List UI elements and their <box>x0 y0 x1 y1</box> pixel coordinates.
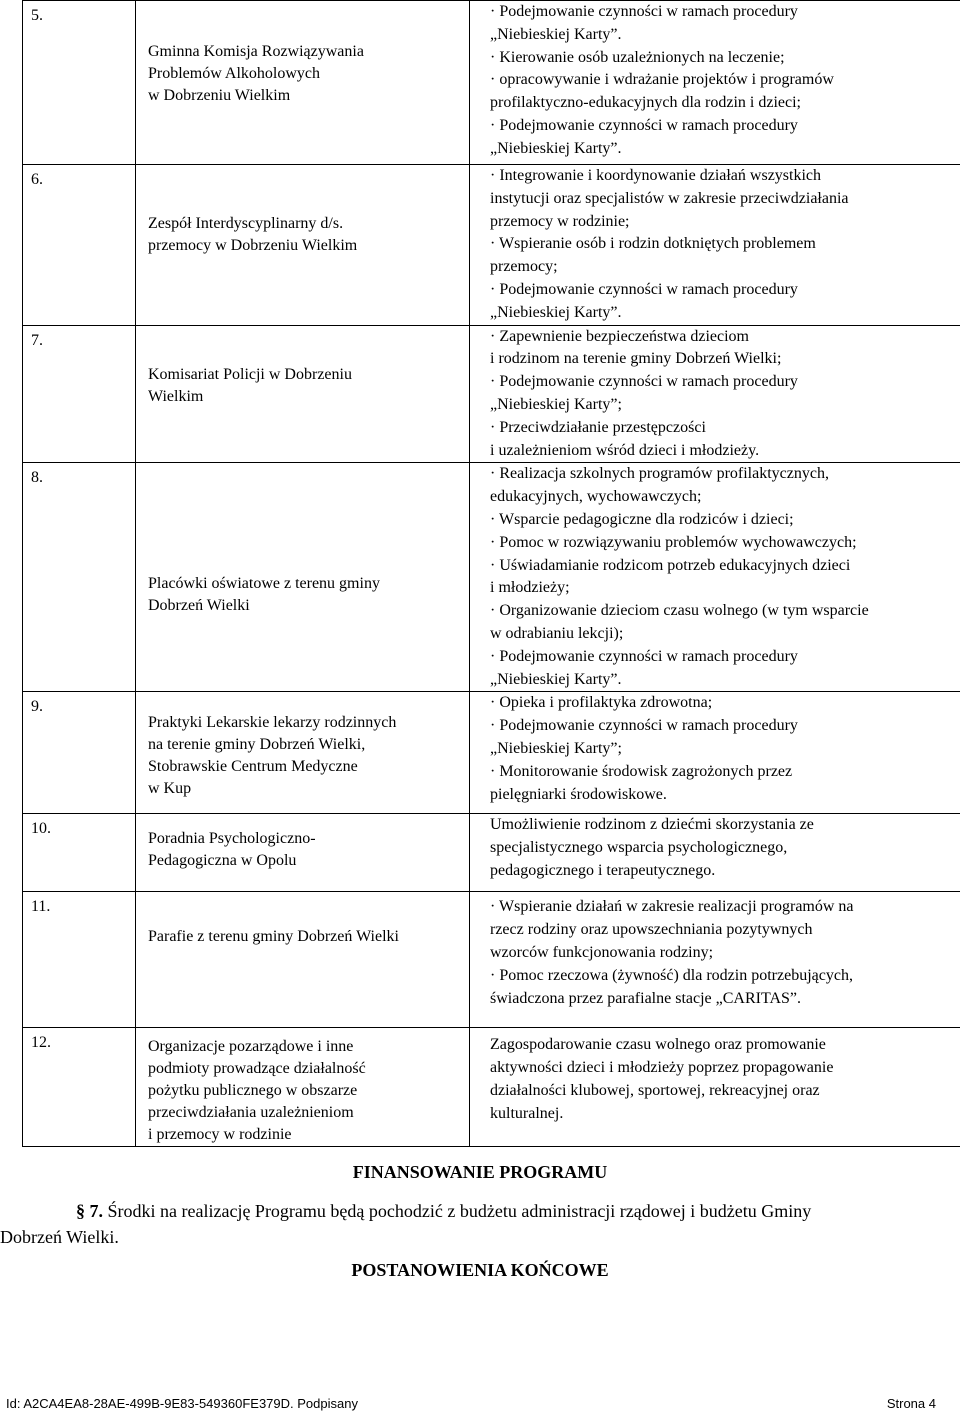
activity-line: „Niebieskiej Karty”. <box>490 670 622 688</box>
activity-line: i młodzieży; <box>490 579 570 597</box>
footer-page-number: Strona 4 <box>886 1396 936 1411</box>
institution-name-line: Dobrzeń Wielki <box>148 597 250 615</box>
row-number: 5. <box>31 7 43 24</box>
activities-cell <box>470 892 960 1028</box>
institution-name-line: podmioty prowadzące działalność <box>148 1060 366 1078</box>
institution-name <box>136 463 469 617</box>
table-row <box>23 1 960 165</box>
activities-cell <box>470 1028 960 1147</box>
activity-line: · Uświadamianie rodzicom potrzeb edukacyjnych dzieci <box>490 556 851 574</box>
activity-line: Umożliwienie rodzinom z dziećmi skorzystania ze <box>490 816 814 834</box>
institution-cell <box>136 692 470 814</box>
activity-line: pedagogicznego i terapeutycznego. <box>490 861 716 879</box>
institution-name <box>136 165 469 257</box>
activities-list <box>470 692 960 806</box>
section-title-final: POSTANOWIENIA KOŃCOWE <box>351 1260 609 1280</box>
table-row <box>23 463 960 692</box>
table-row <box>23 814 960 892</box>
activities-cell <box>470 165 960 326</box>
activity-line: · Podejmowanie czynności w ramach procedury <box>490 717 798 735</box>
footer-document-id: Id: A2CA4EA8-28AE-499B-9E83-549360FE379D. Podpisany <box>6 1396 358 1411</box>
institution-name-line: w Kup <box>148 780 192 798</box>
institution-name-line: Zespół Interdyscyplinarny d/s. <box>148 215 344 232</box>
institution-name-line: przemocy w Dobrzeniu Wielkim <box>148 237 358 254</box>
institution-name-line: Praktyki Lekarskie lekarzy rodzinnych <box>148 714 397 732</box>
activity-line: i rodzinom na terenie gminy Dobrzeń Wielki; <box>490 350 782 368</box>
activity-line: Zagospodarowanie czasu wolnego oraz promowanie <box>490 1036 826 1054</box>
row-number: 6. <box>31 171 43 188</box>
activity-line: · Organizowanie dzieciom czasu wolnego (w tym wsparcie <box>490 602 869 620</box>
institution-cell <box>136 1028 470 1147</box>
activity-line: · Podejmowanie czynności w ramach procedury <box>490 647 798 665</box>
activities-list <box>470 814 960 882</box>
activity-line: świadczona przez parafialne stacje „CARITAS”. <box>490 989 802 1007</box>
institution-cell <box>136 325 470 463</box>
institution-name-line: Parafie z terenu gminy Dobrzeń Wielki <box>148 928 399 946</box>
activities-list <box>470 165 960 325</box>
row-number-cell <box>23 892 136 1028</box>
institution-name <box>136 814 469 872</box>
activity-line: · Podejmowanie czynności w ramach procedury <box>490 116 798 134</box>
paragraph-7-text-line1: Środki na realizację Programu będą pochodzić z budżetu administracji rządowej i budżetu Gminy <box>107 1201 812 1221</box>
activity-line: · Zapewnienie bezpieczeństwa dzieciom <box>490 327 749 345</box>
institution-cell <box>136 1 470 165</box>
institution-name-line: Komisariat Policji w Dobrzeniu <box>148 365 352 383</box>
activities-cell <box>470 463 960 692</box>
paragraph-7-number: § 7. <box>76 1201 103 1221</box>
row-number: 12. <box>31 1034 51 1052</box>
activity-line: „Niebieskiej Karty”; <box>490 395 622 413</box>
institution-name-line: Gminna Komisja Rozwiązywania <box>148 43 364 60</box>
institution-name-line: na terenie gminy Dobrzeń Wielki, <box>148 736 366 754</box>
paragraph-7 <box>0 1198 952 1250</box>
activities-list <box>470 1 960 161</box>
institution-cell <box>136 892 470 1028</box>
activity-line: „Niebieskiej Karty”. <box>490 303 622 321</box>
activity-line: · Podejmowanie czynności w ramach procedury <box>490 3 798 20</box>
activity-line: przemocy w rodzinie; <box>490 212 630 230</box>
institution-name <box>136 692 469 800</box>
activity-line: · Realizacja szkolnych programów profilaktycznych, <box>490 465 829 483</box>
institution-cell <box>136 463 470 692</box>
institution-name-line: Problemów Alkoholowych <box>148 65 320 82</box>
activities-list <box>470 463 960 691</box>
institution-name-line: przeciwdziałania uzależnieniom <box>148 1104 354 1122</box>
institution-name-line: Placówki oświatowe z terenu gminy <box>148 575 380 593</box>
institution-name-line: Poradnia Psychologiczno- <box>148 830 316 848</box>
activity-line: działalności klubowej, sportowej, rekreacyjnej oraz <box>490 1081 820 1099</box>
row-number: 10. <box>31 820 51 838</box>
activity-line: i uzależnieniom wśród dzieci i młodzieży. <box>490 441 760 459</box>
activity-line: · Podejmowanie czynności w ramach procedury <box>490 280 798 298</box>
activity-line: · Przeciwdziałanie przestępczości <box>490 418 706 436</box>
activity-line: · Wsparcie pedagogiczne dla rodziców i dzieci; <box>490 510 794 528</box>
activity-line: aktywności dzieci i młodzieży poprzez propagowanie <box>490 1059 834 1077</box>
institution-name-line: Organizacje pozarządowe i inne <box>148 1038 354 1056</box>
row-number: 8. <box>31 469 43 487</box>
institution-name <box>136 1 469 107</box>
table-row <box>23 892 960 1028</box>
activity-line: w odrabianiu lekcji); <box>490 624 624 642</box>
row-number-cell <box>23 463 136 692</box>
institutions-table <box>22 0 960 1147</box>
activities-list <box>470 326 960 463</box>
activity-line: · Opieka i profilaktyka zdrowotna; <box>490 694 713 712</box>
institution-name-line: Pedagogiczna w Opolu <box>148 852 297 870</box>
activity-line: · Wspieranie działań w zakresie realizacji programów na <box>490 898 854 916</box>
row-number: 7. <box>31 331 43 349</box>
activity-line: · opracowywanie i wdrażanie projektów i programów <box>490 71 834 89</box>
row-number-cell <box>23 325 136 463</box>
activity-line: profilaktyczno-edukacyjnych dla rodzin i dzieci; <box>490 94 801 112</box>
activities-cell <box>470 325 960 463</box>
row-number-cell <box>23 814 136 892</box>
institution-name-line: i przemocy w rodzinie <box>148 1126 292 1144</box>
row-number: 9. <box>31 698 43 716</box>
section-title-financing: FINANSOWANIE PROGRAMU <box>352 1162 608 1182</box>
row-number: 11. <box>31 898 51 916</box>
activity-line: kulturalnej. <box>490 1104 564 1122</box>
activity-line: · Monitorowanie środowisk zagrożonych przez <box>490 762 793 780</box>
row-number-cell <box>23 1 136 165</box>
activity-line: przemocy; <box>490 258 558 276</box>
activity-line: „Niebieskiej Karty”. <box>490 139 622 157</box>
row-number-cell <box>23 692 136 814</box>
activity-line: specjalistycznego wsparcia psychologicznego, <box>490 839 788 857</box>
activities-cell <box>470 1 960 165</box>
table-row <box>23 325 960 463</box>
institution-name-line: Wielkim <box>148 387 204 405</box>
footer <box>6 1396 936 1411</box>
activity-line: wzorców funkcjonowania rodziny; <box>490 943 714 961</box>
row-number-cell <box>23 1028 136 1147</box>
institution-name <box>136 1028 469 1146</box>
activity-line: „Niebieskiej Karty”; <box>490 739 622 757</box>
activity-line: · Kierowanie osób uzależnionych na leczenie; <box>490 48 785 66</box>
activities-cell <box>470 814 960 892</box>
institution-cell <box>136 814 470 892</box>
table-row <box>23 1028 960 1147</box>
table-row <box>23 692 960 814</box>
table-row <box>23 165 960 326</box>
activity-line: edukacyjnych, wychowawczych; <box>490 488 702 506</box>
institution-name-line: Stobrawskie Centrum Medyczne <box>148 758 358 776</box>
activity-line: rzecz rodziny oraz upowszechniania pozytywnych <box>490 921 813 939</box>
institution-name <box>136 326 469 408</box>
activities-list <box>470 1028 960 1125</box>
institution-cell <box>136 165 470 326</box>
activity-line: · Pomoc rzeczowa (żywność) dla rodzin potrzebujących, <box>490 966 853 984</box>
activities-list <box>470 892 960 1010</box>
activity-line: · Integrowanie i koordynowanie działań wszystkich <box>490 167 822 184</box>
activity-line: „Niebieskiej Karty”. <box>490 25 622 43</box>
institution-name-line: w Dobrzeniu Wielkim <box>148 87 291 104</box>
institution-name <box>136 892 469 948</box>
activity-line: instytucji oraz specjalistów w zakresie przeciwdziałania <box>490 189 849 207</box>
activity-line: · Wspieranie osób i rodzin dotkniętych problemem <box>490 235 816 253</box>
row-number-cell <box>23 165 136 326</box>
institution-name-line: pożytku publicznego w obszarze <box>148 1082 358 1100</box>
paragraph-7-text-line2: Dobrzeń Wielki. <box>0 1227 119 1247</box>
activity-line: pielęgniarki środowiskowe. <box>490 785 667 803</box>
activity-line: · Pomoc w rozwiązywaniu problemów wychowawczych; <box>490 533 857 551</box>
activity-line: · Podejmowanie czynności w ramach procedury <box>490 373 798 391</box>
activities-cell <box>470 692 960 814</box>
